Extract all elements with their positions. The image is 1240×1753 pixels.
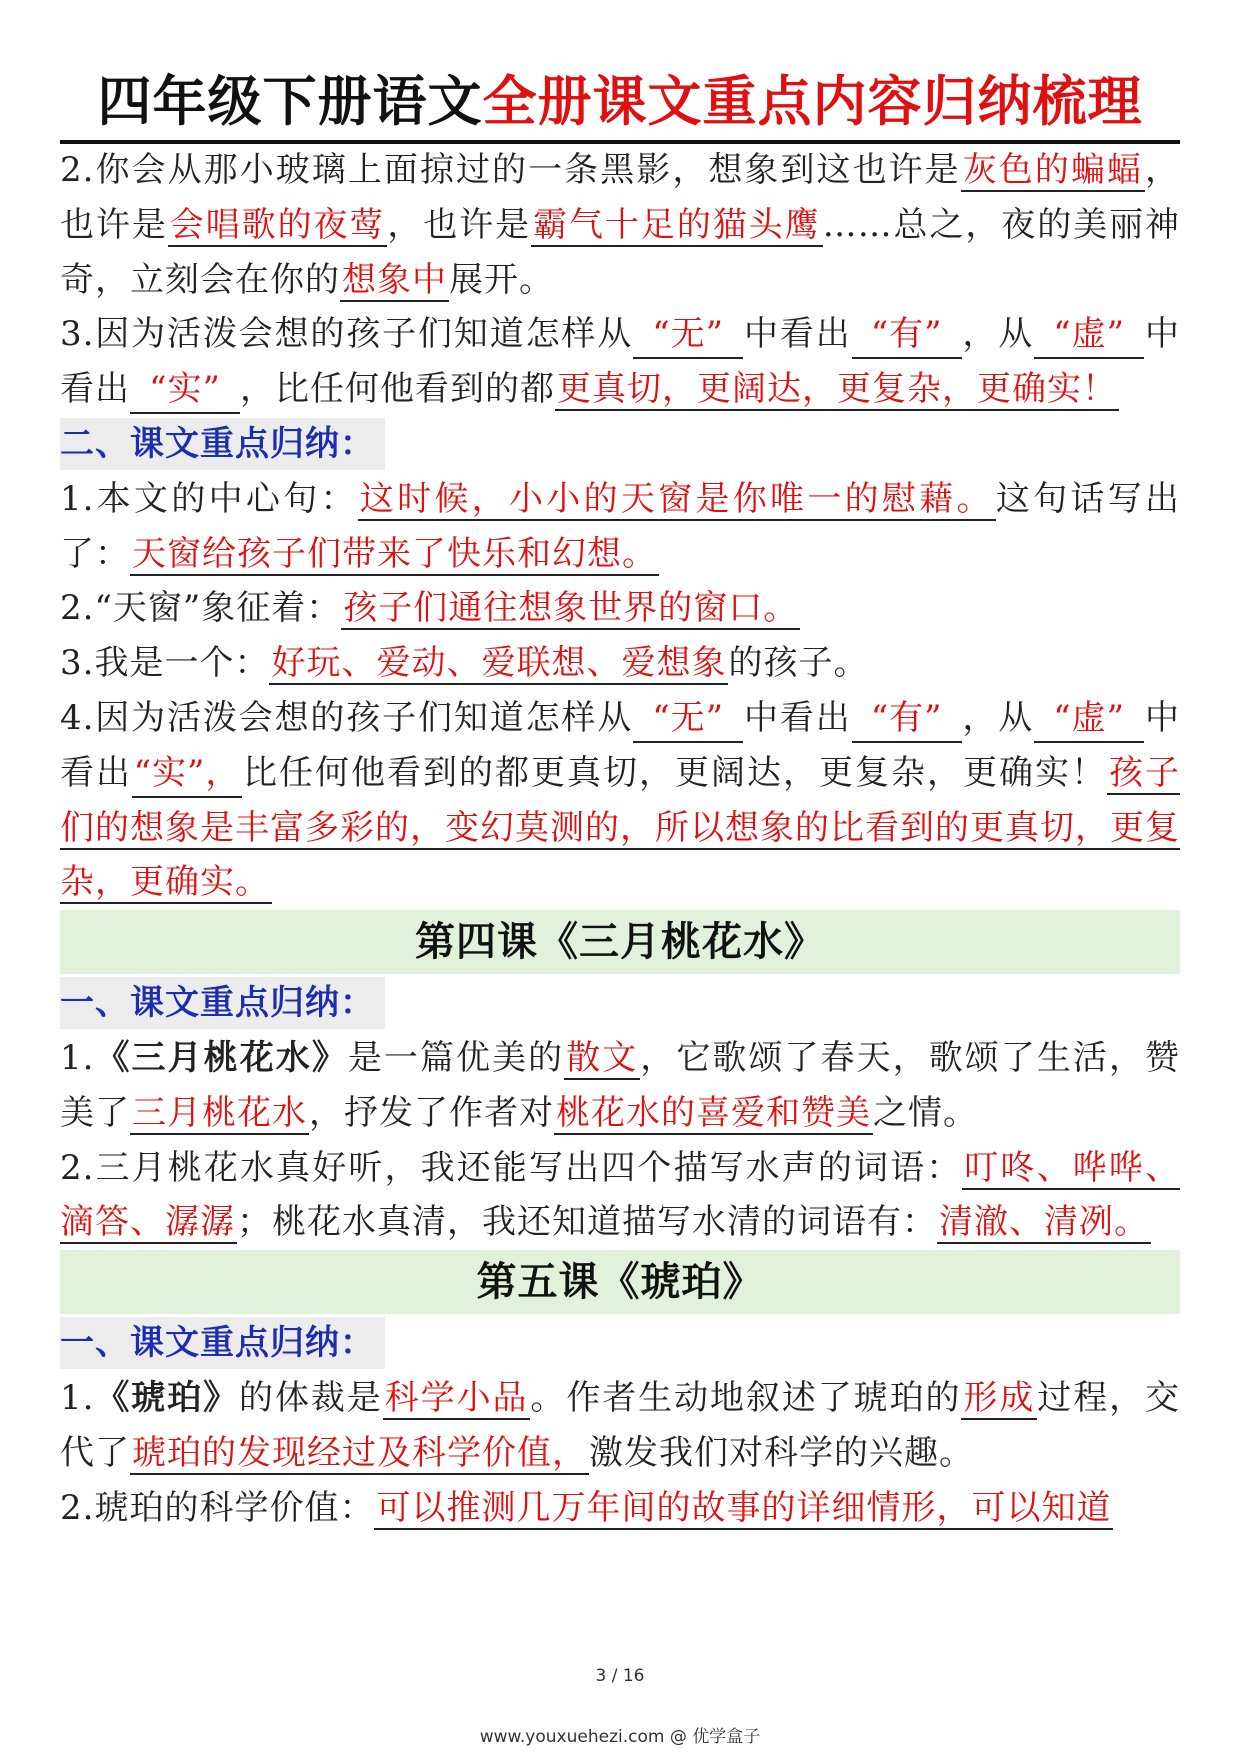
text: 过程，交代了: [60, 1377, 1181, 1473]
question-4: [60, 691, 1180, 910]
answer-prose: 散文: [566, 1037, 639, 1078]
answer-love-praise: 桃花水的喜爱和赞美: [556, 1092, 871, 1133]
section-heading-label: 二、课文重点归纳：: [60, 418, 385, 470]
answer-water-clear: 清澈、清冽。: [939, 1202, 1149, 1243]
text: 1.: [60, 1037, 95, 1078]
page-title: [0, 64, 1240, 140]
section-heading-label: 一、课文重点归纳：: [60, 977, 385, 1029]
answer-happiness: 天窗给孩子们带来了快乐和幻想。: [132, 533, 657, 574]
text: 2.“天窗”象征着：: [60, 588, 342, 629]
paragraph-imagination: [60, 143, 1180, 307]
text: 1.本文的中心句：: [60, 478, 358, 519]
title-black-part: 四年级下册语文: [97, 70, 483, 133]
lesson5-question-1: [60, 1371, 1180, 1481]
page-number: 3 / 16: [595, 1666, 645, 1686]
text: ，也许是: [387, 204, 532, 245]
answer-discovery-value: 琥珀的发现经过及科学价值，: [132, 1432, 587, 1473]
text: ，从: [961, 697, 1035, 738]
text: 1.: [60, 1377, 95, 1418]
section-heading: [60, 976, 1180, 1031]
text: 2.三月桃花水真好听，我还能写出四个描写水声的词语：: [60, 1147, 963, 1188]
answer-water-sounds: 叮咚、哗哗、滴答、潺潺: [60, 1147, 1180, 1243]
lesson-heading-5: 第五课《琥珀》: [60, 1250, 1180, 1314]
answer-nightingale: 会唱歌的夜莺: [169, 204, 386, 245]
text: 的孩子。: [728, 643, 869, 684]
text: 。作者生动地叙述了琥珀的: [530, 1377, 962, 1418]
title-red-part: 全册课文重点内容归纳梳理: [482, 70, 1143, 133]
lesson4-question-1: [60, 1031, 1180, 1141]
book-title: 《三月桃花水》: [94, 1037, 348, 1078]
text: 中看出: [743, 697, 852, 738]
answer-scientific-value: 可以推测几万年间的故事的详细情形，可以知道: [376, 1487, 1112, 1528]
text: 是一篇优美的: [347, 1037, 565, 1078]
text: 这句话写出了：: [60, 478, 1180, 574]
text: 2.你会从那小玻璃上面掠过的一条黑影，想象到这也许是: [60, 150, 961, 190]
answer-central-sentence: 这时候，小小的天窗是你唯一的慰藉。: [359, 478, 994, 519]
answer-child-traits: 好玩、爱动、爱联想、爱想象: [271, 643, 727, 684]
text: ，比任何他看到的都: [240, 369, 555, 410]
blank-shi: “实”: [130, 366, 240, 414]
answer-rich-imagination: 孩子们的想象是丰富多彩的，变幻莫测的，所以想象的比看到的更真切，更复杂，更确实。: [60, 752, 1180, 903]
text: ；桃花水真清，我还知道描写水清的词语有：: [237, 1202, 937, 1243]
lesson5-question-2: [60, 1481, 1180, 1536]
text: 中看出: [743, 314, 852, 355]
text: 激发我们对科学的兴趣。: [589, 1432, 974, 1473]
answer-formation: 形成: [963, 1377, 1036, 1418]
text: 之情。: [873, 1092, 978, 1133]
answer-peach-water: 三月桃花水: [132, 1092, 307, 1133]
lesson4-question-2: [60, 1141, 1180, 1251]
blank-xu: “虚”: [1034, 695, 1144, 743]
text: ……总之，夜的美丽神奇，立刻会在你的: [60, 204, 1181, 300]
section-heading-label: 一、课文重点归纳：: [60, 1317, 385, 1369]
content-body: [60, 143, 1180, 1535]
text: ，也许是: [60, 150, 1180, 245]
text: ，从: [961, 314, 1035, 355]
answer-imagination: 想象中: [342, 259, 447, 300]
question-1: [60, 472, 1180, 582]
section-heading: [60, 417, 1180, 472]
text: 3.我是一个：: [60, 643, 270, 684]
text: 展开。: [449, 259, 554, 300]
answer-owl: 霸气十足的猫头鹰: [533, 204, 821, 245]
blank-shi: “实”，: [132, 750, 242, 798]
blank-you: “有”: [852, 695, 962, 743]
book-title: 《琥珀》: [94, 1377, 240, 1418]
section-heading: [60, 1316, 1180, 1371]
blank-wu: “无”: [633, 695, 743, 743]
answer-bat: 灰色的蝙蝠: [962, 150, 1143, 190]
blank-you: “有”: [852, 311, 962, 359]
text: 的体裁是: [239, 1377, 383, 1418]
answer-symbol: 孩子们通往想象世界的窗口。: [343, 588, 799, 629]
question-2: [60, 581, 1180, 636]
text: 中看出: [60, 314, 1181, 410]
footer-watermark: www.youxuehezi.com @ 优学盒子: [479, 1727, 761, 1747]
text: 4.因为活泼会想的孩子们知道怎样从: [60, 697, 634, 738]
answer-genre: 科学小品: [384, 1377, 529, 1418]
text: ，它歌颂了春天，歌颂了生活，赞美了: [60, 1037, 1181, 1133]
blank-xu: “虚”: [1034, 311, 1144, 359]
question-3: [60, 636, 1180, 691]
text: 2.琥珀的科学价值：: [60, 1487, 375, 1528]
paragraph-wu-you: [60, 307, 1180, 417]
answer-more-real: 更真切，更阔达，更复杂，更确实！: [557, 369, 1117, 410]
text: 3.因为活泼会想的孩子们知道怎样从: [60, 314, 634, 355]
text: ，抒发了作者对: [309, 1092, 554, 1133]
text: 中看出: [60, 697, 1181, 793]
text: 比任何他看到的都更真切，更阔达，更复杂，更确实！: [242, 752, 1107, 793]
blank-wu: “无”: [633, 311, 743, 359]
lesson-heading-4: 第四课《三月桃花水》: [60, 910, 1180, 974]
